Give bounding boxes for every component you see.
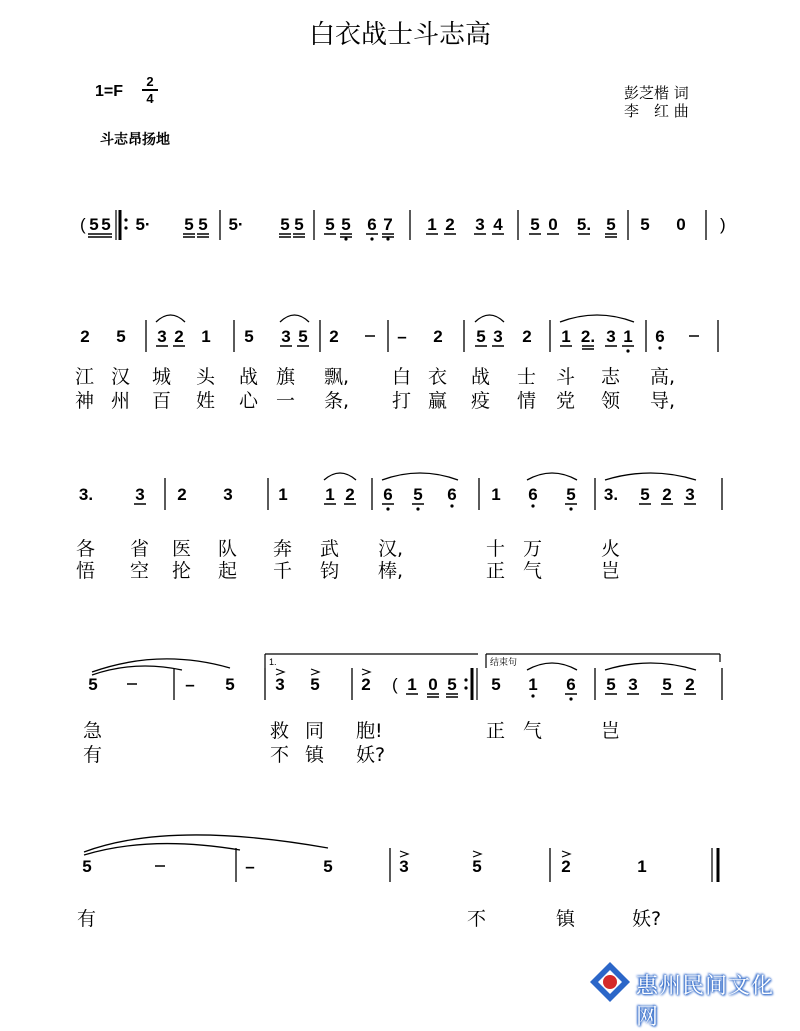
lyric-char: 同 [305, 720, 325, 742]
slur-mark [280, 315, 309, 322]
lyric-char: 队 [218, 538, 238, 560]
composer: 李 红 曲 [624, 102, 689, 120]
note: 5 [184, 215, 194, 234]
lyric-char: 打 [392, 390, 412, 412]
lyric-char: 千 [273, 560, 293, 582]
lyric-char: 战 [471, 366, 491, 388]
note: 5 [640, 485, 650, 504]
note: 1 [427, 215, 437, 234]
note: 2 [80, 327, 90, 346]
note: 5 [530, 215, 540, 234]
note: – [397, 327, 407, 346]
repeat-dot [464, 678, 467, 681]
lyric-char: 胞! [356, 720, 383, 742]
note: 2 [445, 215, 455, 234]
note: 1 [201, 327, 211, 346]
lyric-char: 城 [152, 366, 172, 388]
low-octave-dot [626, 349, 629, 352]
note: – [185, 675, 195, 694]
lyric-char: 有 [83, 744, 103, 766]
note: 3. [78, 485, 94, 504]
lyric-char: 气 [523, 560, 543, 582]
note: 5 [491, 675, 501, 694]
tie-mark [92, 659, 230, 672]
low-octave-dot [386, 237, 389, 240]
note: 1 [623, 327, 633, 346]
close-paren: ) [720, 215, 726, 234]
note: 2. [580, 327, 596, 346]
note: 5 [447, 675, 457, 694]
slur-mark [382, 473, 458, 480]
note: 5 [323, 857, 333, 876]
note: 3 [157, 327, 167, 346]
note: 3 [475, 215, 485, 234]
note: 5 [472, 857, 482, 876]
open-paren: ( [80, 215, 86, 234]
slur-mark [560, 315, 634, 322]
lyric-char: 医 [172, 538, 192, 560]
repeat-dot [464, 686, 467, 689]
note: 3 [628, 675, 638, 694]
lyric-char: 情 [517, 390, 537, 412]
lyric-char: 志 [601, 366, 621, 388]
lyric-char: 党 [556, 390, 576, 412]
low-octave-dot [531, 504, 534, 507]
lyric-char: 姓 [196, 390, 216, 412]
note: 6 [383, 485, 393, 504]
note: 2 [662, 485, 672, 504]
note: 5 [310, 675, 320, 694]
lyric-char: 气 [523, 720, 543, 742]
lyric-char: 正 [486, 720, 506, 742]
note: 2 [685, 675, 695, 694]
lyric-char: 武 [320, 538, 340, 560]
note: 0 [676, 215, 686, 234]
note: 6 [528, 485, 538, 504]
note: 1 [637, 857, 647, 876]
lyric-char: 有 [77, 908, 97, 930]
note: 1 [491, 485, 501, 504]
slur-mark [605, 663, 696, 670]
note: 3. [603, 485, 619, 504]
note: 3 [135, 485, 145, 504]
slur-mark [605, 473, 696, 480]
lyric-char: 汉 [111, 366, 131, 388]
note: 6 [447, 485, 457, 504]
note: 6 [566, 675, 576, 694]
low-octave-dot [344, 237, 347, 240]
lyric-char: 战 [239, 366, 259, 388]
lyric-char: 高, [650, 366, 676, 388]
meter-top: 2 [142, 74, 158, 91]
note: 2 [345, 485, 355, 504]
lyric-char: 抡 [172, 560, 192, 582]
note: 5· [228, 215, 244, 234]
note: 2 [522, 327, 532, 346]
note: 5 [225, 675, 235, 694]
note: 5 [640, 215, 650, 234]
lyric-char: 神 [75, 390, 95, 412]
lyric-char: 各 [76, 538, 96, 560]
note: 2 [174, 327, 184, 346]
note: 1 [325, 485, 335, 504]
lyric-char: 火 [601, 538, 621, 560]
note: 5 [606, 675, 616, 694]
note: 5 [101, 215, 111, 234]
note: 4 [493, 215, 503, 234]
lyric-char: 旗 [276, 366, 296, 388]
note: 3 [493, 327, 503, 346]
note: 5 [662, 675, 672, 694]
lyric-char: 镇 [305, 744, 325, 766]
note: 5 [341, 215, 351, 234]
repeat-dot [124, 218, 127, 221]
lyric-char: 妖? [356, 744, 386, 766]
low-octave-dot [531, 694, 534, 697]
slur-mark [324, 473, 356, 480]
note: 5 [280, 215, 290, 234]
lyric-char: 州 [111, 390, 131, 412]
note: 1 [528, 675, 538, 694]
lyric-char: 头 [196, 366, 216, 388]
note: 2 [329, 327, 339, 346]
tempo-marking: 斗志昂扬地 [100, 132, 170, 148]
note: 5 [88, 675, 98, 694]
note: 2 [361, 675, 371, 694]
watermark-text: 惠州民间文化网 [636, 974, 775, 1030]
note: 5 [294, 215, 304, 234]
note: – [245, 857, 255, 876]
note: 0 [428, 675, 438, 694]
note: 3 [685, 485, 695, 504]
lyric-char: 一 [276, 390, 296, 412]
meter-bottom: 4 [146, 91, 154, 106]
lyric-char: 百 [152, 390, 172, 412]
lyric-char: 棒, [378, 560, 404, 582]
lyric-char: 飘, [324, 366, 350, 388]
slur-mark [156, 315, 185, 322]
low-octave-dot [386, 507, 389, 510]
note: 5 [244, 327, 254, 346]
site-logo-icon [588, 960, 632, 1004]
note: 5. [576, 215, 592, 234]
low-octave-dot [658, 346, 661, 349]
note: 5· [135, 215, 151, 234]
song-title: 白衣战士斗志高 [308, 20, 491, 50]
lyric-char: 万 [523, 538, 543, 560]
note: 5 [116, 327, 126, 346]
lyric-char: 白 [392, 366, 412, 388]
lyric-char: 镇 [556, 908, 576, 930]
watermark [588, 960, 793, 1030]
lyric-char: 心 [239, 390, 259, 412]
lyric-char: 疫 [471, 390, 491, 412]
lyric-char: 岂 [601, 720, 621, 742]
slur-mark [475, 315, 504, 322]
low-octave-dot [416, 507, 419, 510]
volta-first-label: 1. [269, 657, 277, 667]
note: 5 [325, 215, 335, 234]
low-octave-dot [370, 237, 373, 240]
note: 5 [566, 485, 576, 504]
note: 5 [198, 215, 208, 234]
note: 2 [433, 327, 443, 346]
note: 7 [383, 215, 393, 234]
lyric-char: 救 [270, 720, 290, 742]
note: 5 [476, 327, 486, 346]
lyric-char: 急 [83, 720, 103, 742]
lyric-char: 钧 [320, 560, 340, 582]
note: 3 [275, 675, 285, 694]
tie-mark [84, 835, 328, 852]
lyric-char: 领 [601, 390, 621, 412]
lyric-char: 条, [324, 390, 350, 412]
volta-ending-label: 结束句 [490, 658, 518, 668]
lyric-char: 士 [517, 366, 537, 388]
lyric-char: 衣 [428, 366, 448, 388]
lyric-char: 正 [486, 560, 506, 582]
lyric-char: 省 [130, 538, 150, 560]
low-octave-dot [569, 697, 572, 700]
note: 5 [82, 857, 92, 876]
lyric-char: 斗 [556, 366, 576, 388]
lyric-char: 妖? [632, 908, 662, 930]
note: 5 [413, 485, 423, 504]
note: 1 [407, 675, 417, 694]
lyric-char: 江 [75, 366, 95, 388]
note: 1 [561, 327, 571, 346]
lyric-char: 赢 [428, 390, 448, 412]
lyric-char: 空 [130, 560, 150, 582]
note: 3 [223, 485, 233, 504]
lyric-char: 不 [270, 744, 290, 766]
lyric-char: 导, [650, 390, 676, 412]
lyric-char: 汉, [378, 538, 404, 560]
note: 5 [606, 215, 616, 234]
note: 1 [278, 485, 288, 504]
low-octave-dot [569, 507, 572, 510]
note: 2 [177, 485, 187, 504]
note: 5 [89, 215, 99, 234]
slur-mark [527, 663, 577, 670]
lyric-char: 不 [467, 908, 487, 930]
note: 6 [367, 215, 377, 234]
note: 2 [561, 857, 571, 876]
note: 6 [655, 327, 665, 346]
lyric-char: 悟 [76, 560, 96, 582]
open-paren: ( [392, 675, 398, 694]
key-signature: 1=F [95, 83, 124, 100]
lyricist: 彭芝楷 词 [624, 84, 689, 102]
note: 0 [548, 215, 558, 234]
note: 3 [281, 327, 291, 346]
lyric-char: 岂 [601, 560, 621, 582]
lyric-char: 起 [218, 560, 238, 582]
note: 5 [298, 327, 308, 346]
repeat-dot [124, 226, 127, 229]
note: 3 [606, 327, 616, 346]
low-octave-dot [450, 504, 453, 507]
note: 3 [399, 857, 409, 876]
lyric-char: 奔 [273, 538, 293, 560]
lyric-char: 十 [486, 538, 506, 560]
slur-mark [527, 473, 577, 480]
